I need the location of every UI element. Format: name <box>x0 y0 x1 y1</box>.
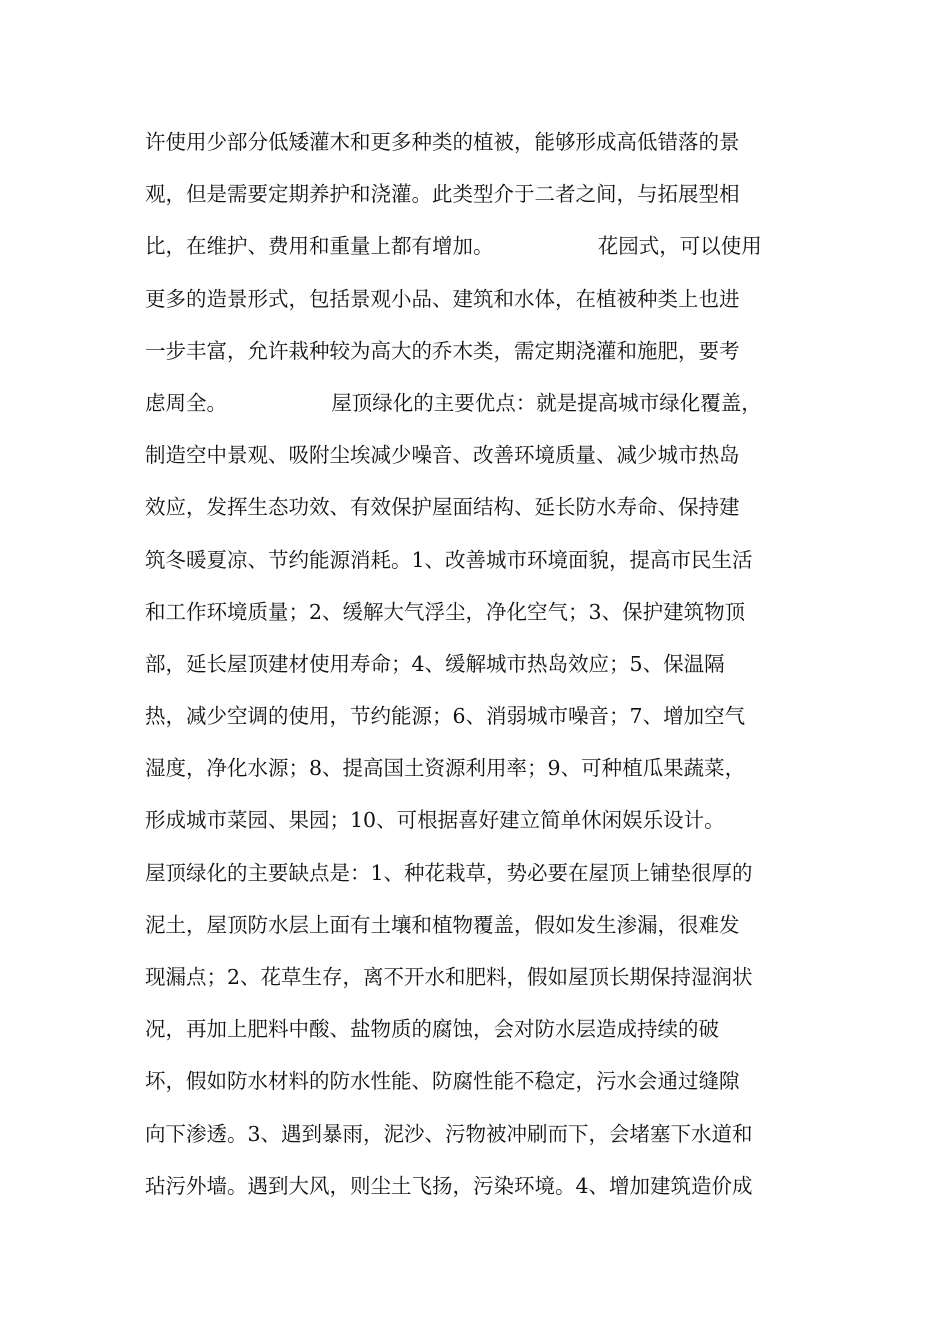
text-line: 比，在维护、费用和重量上都有增加。 花园式，可以使用 <box>145 234 762 259</box>
text-line: 一步丰富，允许栽种较为高大的乔木类，需定期浇灌和施肥，要考 <box>145 338 740 363</box>
text-line: 坏，假如防水材料的防水性能、防腐性能不稳定，污水会通过缝隙 <box>145 1069 740 1094</box>
text-line: 效应，发挥生态功效、有效保护屋面结构、延长防水寿命、保持建 <box>145 495 740 520</box>
text-line: 况，再加上肥料中酸、盐物质的腐蚀，会对防水层造成持续的破 <box>145 1017 719 1042</box>
text-line: 屋顶绿化的主要缺点是：1、种花栽草，势必要在屋顶上铺垫很厚的 <box>145 860 753 885</box>
text-line: 湿度，净化水源；8、提高国土资源利用率；9、可种植瓜果蔬菜， <box>145 756 746 781</box>
text-line: 形成城市菜园、果园；10、可根据喜好建立简单休闲娱乐设计。 <box>145 808 725 833</box>
text-line: 许使用少部分低矮灌木和更多种类的植被，能够形成高低错落的景 <box>145 130 740 154</box>
text-line: 泥土，屋顶防水层上面有土壤和植物覆盖，假如发生渗漏，很难发 <box>145 912 740 937</box>
text-line: 筑冬暖夏凉、节约能源消耗。1、改善城市环境面貌，提高市民生活 <box>145 547 753 572</box>
text-line: 现漏点；2、花草生存，离不开水和肥料，假如屋顶长期保持湿润状 <box>145 965 753 989</box>
text-line: 向下渗透。3、遇到暴雨，泥沙、污物被冲刷而下，会堵塞下水道和 <box>145 1121 753 1146</box>
text-line: 制造空中景观、吸附尘埃减少噪音、改善环境质量、减少城市热岛 <box>145 443 740 468</box>
text-line: 热，减少空调的使用，节约能源；6、消弱城市噪音；7、增加空气 <box>145 704 746 729</box>
body-text <box>145 116 815 1212</box>
text-line: 更多的造景形式，包括景观小品、建筑和水体，在植被种类上也进 <box>145 286 740 311</box>
text-line: 部，延长屋顶建材使用寿命；4、缓解城市热岛效应；5、保温隔 <box>145 651 725 676</box>
text-line: 玷污外墙。遇到大风，则尘土飞扬，污染环境。4、增加建筑造价成 <box>145 1173 753 1198</box>
text-line: 和工作环境质量；2、缓解大气浮尘，净化空气；3、保护建筑物顶 <box>145 599 746 624</box>
text-line: 虑周全。 屋顶绿化的主要优点：就是提高城市绿化覆盖， <box>145 390 762 415</box>
text-line: 观，但是需要定期养护和浇灌。此类型介于二者之间，与拓展型相 <box>145 182 740 207</box>
